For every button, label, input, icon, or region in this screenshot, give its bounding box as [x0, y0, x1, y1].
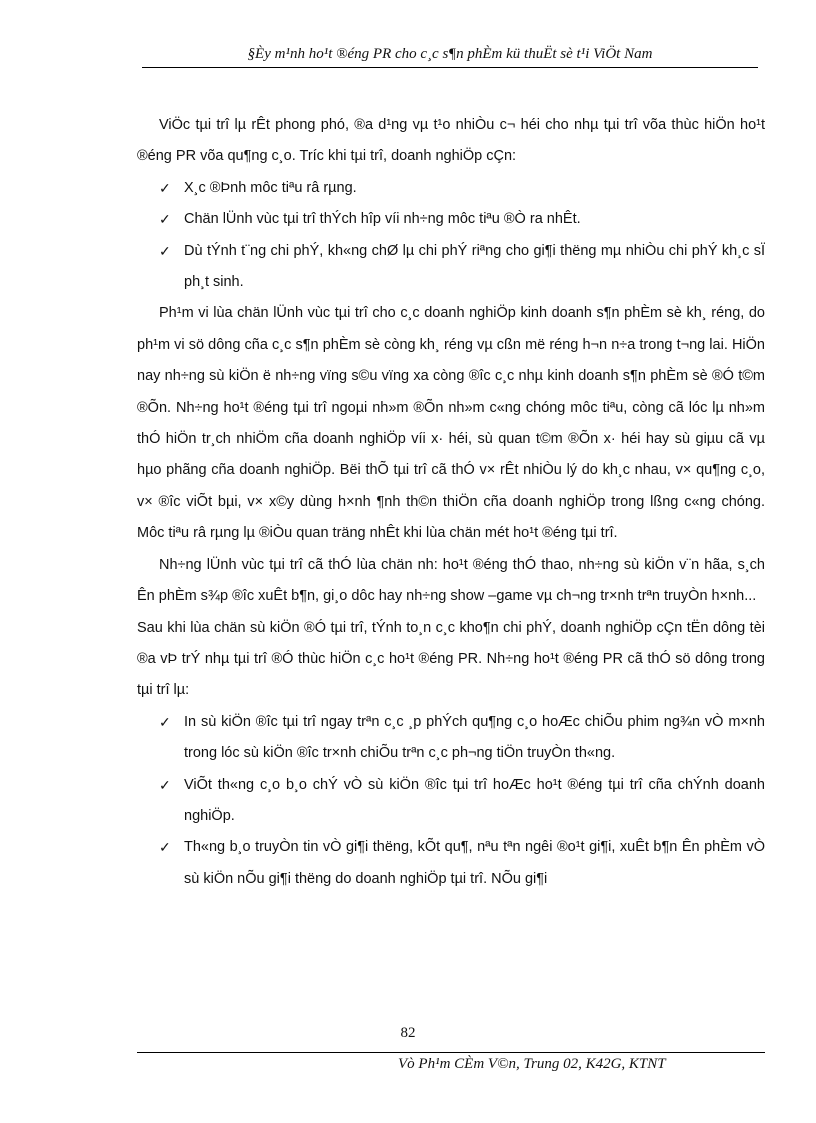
paragraph-1: ViÖc tµi trî lµ rÊt phong phó, ®a d¹ng vµ t¹o nhiÒu c¬ héi cho nhµ tµi trî võa thùc hiÖn ho¹t ®éng PR võa qu¶ng c¸o. Tríc khi tµi trî, doanh nghiÖp cÇn: [137, 117, 765, 165]
check-icon: ✓ [159, 776, 171, 793]
page-number: 82 [400, 1025, 416, 1041]
check-item-text: ViÕt th«ng c¸o b¸o chÝ vÒ sù kiÖn ®îc tµi trî hoÆc ho¹t ®éng tµi trî cña chÝnh doanh nghiÖp. [184, 776, 765, 824]
check-item-text: Dù tÝnh t¨ng chi phÝ, kh«ng chØ lµ chi phÝ riªng cho gi¶i thëng mµ nhiÒu chi phÝ kh¸c sÏ ph¸t sinh. [184, 242, 765, 291]
check-item [137, 204, 765, 235]
footer-author: Vò Ph¹m CÈm V©n, Trung 02, K42G, KTNT [398, 1056, 666, 1072]
page-body [137, 110, 765, 895]
check-item-text: Chän lÜnh vùc tµi trî thÝch hîp víi nh÷ng môc tiªu ®Ò ra nhÊt. [184, 211, 581, 228]
check-icon: ✓ [159, 713, 171, 730]
check-item-text: In sù kiÖn ®îc tµi trî ngay trªn c¸c ¸p phÝch qu¶ng c¸o hoÆc chiÕu phim ng¾n vÒ m×nh trong lóc sù kiÖn ®îc tr×nh chiÕu trªn c¸c ph¬ng tiÖn truyÒn th«ng. [184, 713, 765, 762]
check-icon: ✓ [159, 839, 171, 856]
check-item [137, 770, 765, 833]
check-item [137, 707, 765, 770]
running-header: §Èy m¹nh ho¹t ®éng PR cho c¸c s¶n phÈm kü thuËt sè t¹i ViÖt Nam [247, 46, 653, 62]
footer-rule [137, 1052, 765, 1053]
check-item-text: X¸c ®Þnh môc tiªu râ rµng. [184, 179, 357, 196]
check-icon: ✓ [159, 242, 171, 259]
check-item [137, 236, 765, 299]
paragraph-4: Sau khi lùa chän sù kiÖn ®Ó tµi trî, tÝnh to¸n c¸c kho¶n chi phÝ, doanh nghiÖp cÇn tËn dông tèi ®a vÞ trÝ nhµ tµi trî ®Ó thùc hiÖn c¸c ho¹t ®éng PR. Nh÷ng ho¹t ®éng PR cã thÓ sö dông trong tµi trî lµ: [137, 619, 765, 699]
paragraph-2: Ph¹m vi lùa chän lÜnh vùc tµi trî cho c¸c doanh nghiÖp kinh doanh s¶n phÈm sè kh¸ réng, do ph¹m vi sö dông cña c¸c s¶n phÈm sè còng kh¸ réng vµ cßn më réng h¬n n÷a trong t¬ng lai. HiÖn nay nh÷ng sù kiÖn ë nh÷ng vïng s©u vïng xa còng ®îc c¸c nhµ kinh doanh s¶n phÈm sè ®Ó t©m ®Õn. Nh÷ng ho¹t ®éng tµi trî ngoµi nh»m ®Õn nh»m c«ng chóng môc tiªu, còng cã lóc lµ nh»m thÓ hiÖn tr¸ch nhiÖm cña doanh nghiÖp víi x· héi, sù quan t©m ®Õn x· héi hay sù giµu cã vµ hµo phãng cña doanh nghiÖp. Bëi thÕ tµi trî cã thÓ v× rÊt nhiÒu lý do kh¸c nhau, v× qu¶ng c¸o, v× ®îc viÕt bµi, v× x©y dùng h×nh ¶nh th©n thiÖn cña doanh nghiÖp trong lßng c«ng chóng. Môc tiªu râ rµng lµ ®iÒu quan träng nhÊt khi lùa chän mét ho¹t ®éng tµi trî. [137, 305, 765, 542]
check-icon: ✓ [159, 179, 171, 196]
check-item-text: Th«ng b¸o truyÒn tin vÒ gi¶i thëng, kÕt qu¶, nªu tªn ngêi ®o¹t gi¶i, xuÊt b¶n Ên phÈm vÒ sù kiÖn nÕu gi¶i thëng do doanh nghiÖp tµi trî. NÕu gi¶i [184, 839, 765, 887]
header-rule [142, 67, 758, 68]
check-item [137, 832, 765, 895]
check-item [137, 173, 765, 204]
check-icon: ✓ [159, 211, 171, 228]
paragraph-3: Nh÷ng lÜnh vùc tµi trî cã thÓ lùa chän nh: ho¹t ®éng thÓ thao, nh÷ng sù kiÖn v¨n hãa, s¸ch Ên phÈm s¾p ®îc xuÊt b¶n, gi¸o dôc hay nh÷ng show –game vµ ch¬ng tr×nh trªn truyÒn h×nh... [137, 556, 765, 605]
